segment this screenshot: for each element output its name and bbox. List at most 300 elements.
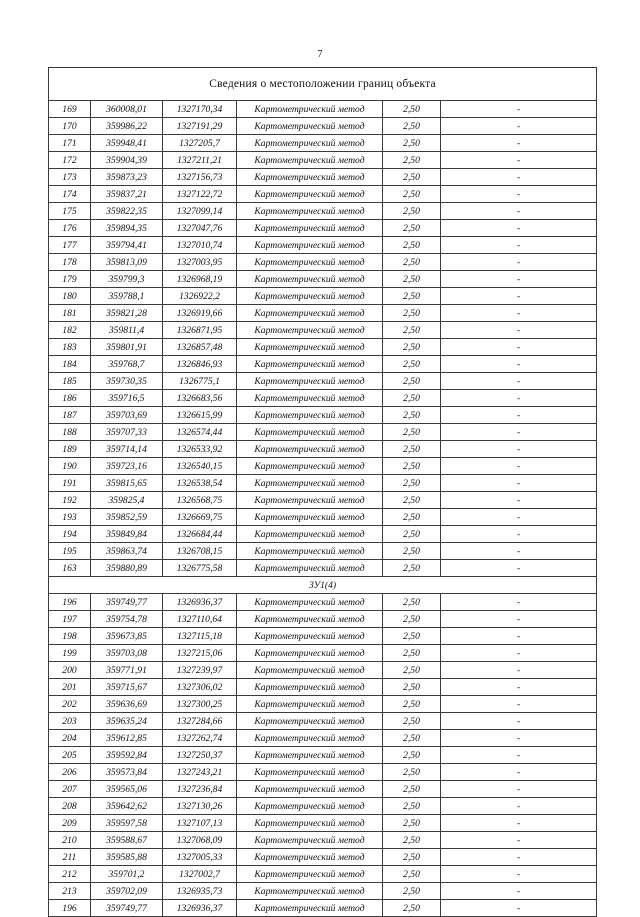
description-cell: -	[441, 271, 597, 288]
method-cell: Картометрический метод	[237, 169, 383, 186]
accuracy-cell: 2,50	[383, 271, 441, 288]
table-row	[49, 288, 597, 305]
point-number-cell: 210	[49, 832, 91, 849]
point-number-cell: 185	[49, 373, 91, 390]
description-cell: -	[441, 543, 597, 560]
table-row	[49, 237, 597, 254]
point-number-cell: 176	[49, 220, 91, 237]
method-cell: Картометрический метод	[237, 526, 383, 543]
y-coordinate-cell: 1327300,25	[163, 696, 237, 713]
accuracy-cell: 2,50	[383, 475, 441, 492]
point-number-cell: 180	[49, 288, 91, 305]
y-coordinate-cell: 1327262,74	[163, 730, 237, 747]
description-cell: -	[441, 203, 597, 220]
table-row	[49, 441, 597, 458]
x-coordinate-cell: 359588,67	[91, 832, 163, 849]
method-cell: Картометрический метод	[237, 730, 383, 747]
y-coordinate-cell: 1327284,66	[163, 713, 237, 730]
method-cell: Картометрический метод	[237, 560, 383, 577]
table-row	[49, 747, 597, 764]
x-coordinate-cell: 359703,69	[91, 407, 163, 424]
x-coordinate-cell: 360008,01	[91, 101, 163, 118]
method-cell: Картометрический метод	[237, 849, 383, 866]
y-coordinate-cell: 1327110,64	[163, 611, 237, 628]
table-row	[49, 900, 597, 917]
table-row	[49, 713, 597, 730]
y-coordinate-cell: 1327047,76	[163, 220, 237, 237]
point-number-cell: 201	[49, 679, 91, 696]
point-number-cell: 183	[49, 339, 91, 356]
point-number-cell: 163	[49, 560, 91, 577]
table-row	[49, 526, 597, 543]
method-cell: Картометрический метод	[237, 271, 383, 288]
point-number-cell: 197	[49, 611, 91, 628]
table-row	[49, 186, 597, 203]
method-cell: Картометрический метод	[237, 883, 383, 900]
x-coordinate-cell: 359597,58	[91, 815, 163, 832]
x-coordinate-cell: 359813,09	[91, 254, 163, 271]
method-cell: Картометрический метод	[237, 305, 383, 322]
point-number-cell: 198	[49, 628, 91, 645]
description-cell: -	[441, 186, 597, 203]
table-row	[49, 560, 597, 577]
description-cell: -	[441, 747, 597, 764]
method-cell: Картометрический метод	[237, 611, 383, 628]
x-coordinate-cell: 359863,74	[91, 543, 163, 560]
y-coordinate-cell: 1326968,19	[163, 271, 237, 288]
description-cell: -	[441, 322, 597, 339]
x-coordinate-cell: 359592,84	[91, 747, 163, 764]
description-cell: -	[441, 424, 597, 441]
point-number-cell: 208	[49, 798, 91, 815]
x-coordinate-cell: 359894,35	[91, 220, 163, 237]
table-row	[49, 628, 597, 645]
method-cell: Картометрический метод	[237, 237, 383, 254]
x-coordinate-cell: 359904,39	[91, 152, 163, 169]
table-row	[49, 458, 597, 475]
description-cell: -	[441, 509, 597, 526]
accuracy-cell: 2,50	[383, 373, 441, 390]
description-cell: -	[441, 254, 597, 271]
point-number-cell: 209	[49, 815, 91, 832]
description-cell: -	[441, 662, 597, 679]
method-cell: Картометрический метод	[237, 373, 383, 390]
y-coordinate-cell: 1326684,44	[163, 526, 237, 543]
method-cell: Картометрический метод	[237, 679, 383, 696]
method-cell: Картометрический метод	[237, 900, 383, 917]
description-cell: -	[441, 866, 597, 883]
point-number-cell: 189	[49, 441, 91, 458]
y-coordinate-cell: 1327068,09	[163, 832, 237, 849]
y-coordinate-cell: 1327239,97	[163, 662, 237, 679]
point-number-cell: 196	[49, 900, 91, 917]
method-cell: Картометрический метод	[237, 662, 383, 679]
x-coordinate-cell: 359799,3	[91, 271, 163, 288]
table-row	[49, 356, 597, 373]
table-row	[49, 220, 597, 237]
method-cell: Картометрический метод	[237, 781, 383, 798]
x-coordinate-cell: 359852,59	[91, 509, 163, 526]
method-cell: Картометрический метод	[237, 356, 383, 373]
y-coordinate-cell: 1326574,44	[163, 424, 237, 441]
x-coordinate-cell: 359573,84	[91, 764, 163, 781]
accuracy-cell: 2,50	[383, 883, 441, 900]
x-coordinate-cell: 359730,35	[91, 373, 163, 390]
point-number-cell: 195	[49, 543, 91, 560]
accuracy-cell: 2,50	[383, 798, 441, 815]
point-number-cell: 190	[49, 458, 91, 475]
method-cell: Картометрический метод	[237, 322, 383, 339]
method-cell: Картометрический метод	[237, 866, 383, 883]
point-number-cell: 181	[49, 305, 91, 322]
table-row	[49, 254, 597, 271]
table-row	[49, 764, 597, 781]
table-row	[49, 883, 597, 900]
y-coordinate-cell: 1327130,26	[163, 798, 237, 815]
y-coordinate-cell: 1327005,33	[163, 849, 237, 866]
point-number-cell: 182	[49, 322, 91, 339]
accuracy-cell: 2,50	[383, 441, 441, 458]
table-row	[49, 645, 597, 662]
table-row	[49, 696, 597, 713]
x-coordinate-cell: 359986,22	[91, 118, 163, 135]
table-row	[49, 152, 597, 169]
y-coordinate-cell: 1326846,93	[163, 356, 237, 373]
point-number-cell: 174	[49, 186, 91, 203]
method-cell: Картометрический метод	[237, 254, 383, 271]
table-row	[49, 373, 597, 390]
table-row	[49, 101, 597, 118]
accuracy-cell: 2,50	[383, 526, 441, 543]
accuracy-cell: 2,50	[383, 611, 441, 628]
y-coordinate-cell: 1327107,13	[163, 815, 237, 832]
point-number-cell: 203	[49, 713, 91, 730]
y-coordinate-cell: 1327250,37	[163, 747, 237, 764]
accuracy-cell: 2,50	[383, 101, 441, 118]
point-number-cell: 188	[49, 424, 91, 441]
y-coordinate-cell: 1326615,99	[163, 407, 237, 424]
x-coordinate-cell: 359701,2	[91, 866, 163, 883]
description-cell: -	[441, 900, 597, 917]
description-cell: -	[441, 645, 597, 662]
table-row	[49, 322, 597, 339]
method-cell: Картометрический метод	[237, 152, 383, 169]
table-row	[49, 730, 597, 747]
point-number-cell: 170	[49, 118, 91, 135]
description-cell: -	[441, 611, 597, 628]
x-coordinate-cell: 359612,85	[91, 730, 163, 747]
x-coordinate-cell: 359815,65	[91, 475, 163, 492]
accuracy-cell: 2,50	[383, 339, 441, 356]
accuracy-cell: 2,50	[383, 662, 441, 679]
accuracy-cell: 2,50	[383, 424, 441, 441]
accuracy-cell: 2,50	[383, 645, 441, 662]
y-coordinate-cell: 1327170,34	[163, 101, 237, 118]
y-coordinate-cell: 1327115,18	[163, 628, 237, 645]
y-coordinate-cell: 1327010,74	[163, 237, 237, 254]
table-row	[49, 509, 597, 526]
method-cell: Картометрический метод	[237, 441, 383, 458]
x-coordinate-cell: 359754,78	[91, 611, 163, 628]
method-cell: Картометрический метод	[237, 220, 383, 237]
accuracy-cell: 2,50	[383, 900, 441, 917]
method-cell: Картометрический метод	[237, 492, 383, 509]
method-cell: Картометрический метод	[237, 747, 383, 764]
method-cell: Картометрический метод	[237, 135, 383, 152]
description-cell: -	[441, 101, 597, 118]
table-row	[49, 424, 597, 441]
accuracy-cell: 2,50	[383, 560, 441, 577]
method-cell: Картометрический метод	[237, 696, 383, 713]
accuracy-cell: 2,50	[383, 594, 441, 611]
y-coordinate-cell: 1327306,02	[163, 679, 237, 696]
method-cell: Картометрический метод	[237, 815, 383, 832]
x-coordinate-cell: 359794,41	[91, 237, 163, 254]
x-coordinate-cell: 359565,06	[91, 781, 163, 798]
description-cell: -	[441, 696, 597, 713]
description-cell: -	[441, 764, 597, 781]
x-coordinate-cell: 359707,33	[91, 424, 163, 441]
description-cell: -	[441, 339, 597, 356]
description-cell: -	[441, 288, 597, 305]
x-coordinate-cell: 359768,7	[91, 356, 163, 373]
description-cell: -	[441, 407, 597, 424]
accuracy-cell: 2,50	[383, 628, 441, 645]
method-cell: Картометрический метод	[237, 101, 383, 118]
table-row	[49, 866, 597, 883]
table-row	[49, 339, 597, 356]
x-coordinate-cell: 359825,4	[91, 492, 163, 509]
y-coordinate-cell: 1326857,48	[163, 339, 237, 356]
description-cell: -	[441, 526, 597, 543]
x-coordinate-cell: 359822,35	[91, 203, 163, 220]
point-number-cell: 186	[49, 390, 91, 407]
section-header-row	[49, 577, 597, 594]
table-row	[49, 815, 597, 832]
description-cell: -	[441, 781, 597, 798]
y-coordinate-cell: 1326871,95	[163, 322, 237, 339]
table-row	[49, 169, 597, 186]
boundary-coordinates-table	[48, 67, 597, 917]
table-row	[49, 118, 597, 135]
method-cell: Картометрический метод	[237, 798, 383, 815]
accuracy-cell: 2,50	[383, 832, 441, 849]
table-row	[49, 832, 597, 849]
y-coordinate-cell: 1326775,1	[163, 373, 237, 390]
accuracy-cell: 2,50	[383, 458, 441, 475]
method-cell: Картометрический метод	[237, 186, 383, 203]
y-coordinate-cell: 1327211,21	[163, 152, 237, 169]
description-cell: -	[441, 237, 597, 254]
x-coordinate-cell: 359788,1	[91, 288, 163, 305]
point-number-cell: 193	[49, 509, 91, 526]
description-cell: -	[441, 475, 597, 492]
accuracy-cell: 2,50	[383, 118, 441, 135]
description-cell: -	[441, 628, 597, 645]
accuracy-cell: 2,50	[383, 390, 441, 407]
description-cell: -	[441, 832, 597, 849]
accuracy-cell: 2,50	[383, 713, 441, 730]
table-row	[49, 475, 597, 492]
page-number: 7	[317, 49, 323, 60]
point-number-cell: 211	[49, 849, 91, 866]
y-coordinate-cell: 1327205,7	[163, 135, 237, 152]
description-cell: -	[441, 492, 597, 509]
method-cell: Картометрический метод	[237, 594, 383, 611]
point-number-cell: 204	[49, 730, 91, 747]
method-cell: Картометрический метод	[237, 458, 383, 475]
method-cell: Картометрический метод	[237, 118, 383, 135]
point-number-cell: 192	[49, 492, 91, 509]
x-coordinate-cell: 359849,84	[91, 526, 163, 543]
method-cell: Картометрический метод	[237, 407, 383, 424]
x-coordinate-cell: 359716,5	[91, 390, 163, 407]
x-coordinate-cell: 359873,23	[91, 169, 163, 186]
method-cell: Картометрический метод	[237, 203, 383, 220]
y-coordinate-cell: 1326669,75	[163, 509, 237, 526]
point-number-cell: 212	[49, 866, 91, 883]
point-number-cell: 199	[49, 645, 91, 662]
point-number-cell: 213	[49, 883, 91, 900]
table-row	[49, 407, 597, 424]
y-coordinate-cell: 1326922,2	[163, 288, 237, 305]
x-coordinate-cell: 359749,77	[91, 594, 163, 611]
accuracy-cell: 2,50	[383, 849, 441, 866]
x-coordinate-cell: 359821,28	[91, 305, 163, 322]
accuracy-cell: 2,50	[383, 781, 441, 798]
table-row	[49, 390, 597, 407]
accuracy-cell: 2,50	[383, 203, 441, 220]
table-row	[49, 492, 597, 509]
method-cell: Картометрический метод	[237, 832, 383, 849]
point-number-cell: 206	[49, 764, 91, 781]
accuracy-cell: 2,50	[383, 764, 441, 781]
table-title-row	[49, 68, 597, 101]
x-coordinate-cell: 359673,85	[91, 628, 163, 645]
accuracy-cell: 2,50	[383, 696, 441, 713]
method-cell: Картометрический метод	[237, 288, 383, 305]
point-number-cell: 205	[49, 747, 91, 764]
y-coordinate-cell: 1327191,29	[163, 118, 237, 135]
accuracy-cell: 2,50	[383, 747, 441, 764]
description-cell: -	[441, 118, 597, 135]
accuracy-cell: 2,50	[383, 815, 441, 832]
y-coordinate-cell: 1326936,37	[163, 900, 237, 917]
table-row	[49, 679, 597, 696]
y-coordinate-cell: 1327122,72	[163, 186, 237, 203]
table-row	[49, 849, 597, 866]
accuracy-cell: 2,50	[383, 220, 441, 237]
x-coordinate-cell: 359585,88	[91, 849, 163, 866]
accuracy-cell: 2,50	[383, 356, 441, 373]
accuracy-cell: 2,50	[383, 322, 441, 339]
y-coordinate-cell: 1326936,37	[163, 594, 237, 611]
method-cell: Картометрический метод	[237, 390, 383, 407]
y-coordinate-cell: 1326683,56	[163, 390, 237, 407]
point-number-cell: 207	[49, 781, 91, 798]
accuracy-cell: 2,50	[383, 679, 441, 696]
point-number-cell: 187	[49, 407, 91, 424]
x-coordinate-cell: 359715,67	[91, 679, 163, 696]
description-cell: -	[441, 441, 597, 458]
x-coordinate-cell: 359703,08	[91, 645, 163, 662]
accuracy-cell: 2,50	[383, 730, 441, 747]
accuracy-cell: 2,50	[383, 169, 441, 186]
x-coordinate-cell: 359723,16	[91, 458, 163, 475]
description-cell: -	[441, 713, 597, 730]
point-number-cell: 200	[49, 662, 91, 679]
x-coordinate-cell: 359948,41	[91, 135, 163, 152]
description-cell: -	[441, 594, 597, 611]
y-coordinate-cell: 1326538,54	[163, 475, 237, 492]
accuracy-cell: 2,50	[383, 509, 441, 526]
y-coordinate-cell: 1327156,73	[163, 169, 237, 186]
point-number-cell: 178	[49, 254, 91, 271]
accuracy-cell: 2,50	[383, 254, 441, 271]
x-coordinate-cell: 359642,62	[91, 798, 163, 815]
description-cell: -	[441, 849, 597, 866]
description-cell: -	[441, 305, 597, 322]
x-coordinate-cell: 359837,21	[91, 186, 163, 203]
y-coordinate-cell: 1326533,92	[163, 441, 237, 458]
description-cell: -	[441, 373, 597, 390]
method-cell: Картометрический метод	[237, 424, 383, 441]
y-coordinate-cell: 1326568,75	[163, 492, 237, 509]
accuracy-cell: 2,50	[383, 186, 441, 203]
point-number-cell: 169	[49, 101, 91, 118]
method-cell: Картометрический метод	[237, 645, 383, 662]
section-label: ЗУ1(4)	[49, 577, 597, 594]
x-coordinate-cell: 359702,09	[91, 883, 163, 900]
table-body	[49, 68, 597, 917]
accuracy-cell: 2,50	[383, 305, 441, 322]
x-coordinate-cell: 359771,91	[91, 662, 163, 679]
accuracy-cell: 2,50	[383, 866, 441, 883]
y-coordinate-cell: 1326919,66	[163, 305, 237, 322]
x-coordinate-cell: 359635,24	[91, 713, 163, 730]
table-row	[49, 594, 597, 611]
description-cell: -	[441, 220, 597, 237]
table-row	[49, 781, 597, 798]
description-cell: -	[441, 152, 597, 169]
accuracy-cell: 2,50	[383, 543, 441, 560]
table-row	[49, 662, 597, 679]
method-cell: Картометрический метод	[237, 543, 383, 560]
y-coordinate-cell: 1327099,14	[163, 203, 237, 220]
table-row	[49, 611, 597, 628]
accuracy-cell: 2,50	[383, 135, 441, 152]
x-coordinate-cell: 359636,69	[91, 696, 163, 713]
table-title: Сведения о местоположении границ объекта	[49, 68, 597, 101]
point-number-cell: 173	[49, 169, 91, 186]
description-cell: -	[441, 458, 597, 475]
x-coordinate-cell: 359749,77	[91, 900, 163, 917]
method-cell: Картометрический метод	[237, 628, 383, 645]
point-number-cell: 184	[49, 356, 91, 373]
x-coordinate-cell: 359714,14	[91, 441, 163, 458]
point-number-cell: 194	[49, 526, 91, 543]
table-row	[49, 271, 597, 288]
y-coordinate-cell: 1326540,15	[163, 458, 237, 475]
description-cell: -	[441, 169, 597, 186]
accuracy-cell: 2,50	[383, 152, 441, 169]
y-coordinate-cell: 1327215,06	[163, 645, 237, 662]
table-row	[49, 798, 597, 815]
method-cell: Картометрический метод	[237, 339, 383, 356]
accuracy-cell: 2,50	[383, 492, 441, 509]
point-number-cell: 177	[49, 237, 91, 254]
description-cell: -	[441, 356, 597, 373]
